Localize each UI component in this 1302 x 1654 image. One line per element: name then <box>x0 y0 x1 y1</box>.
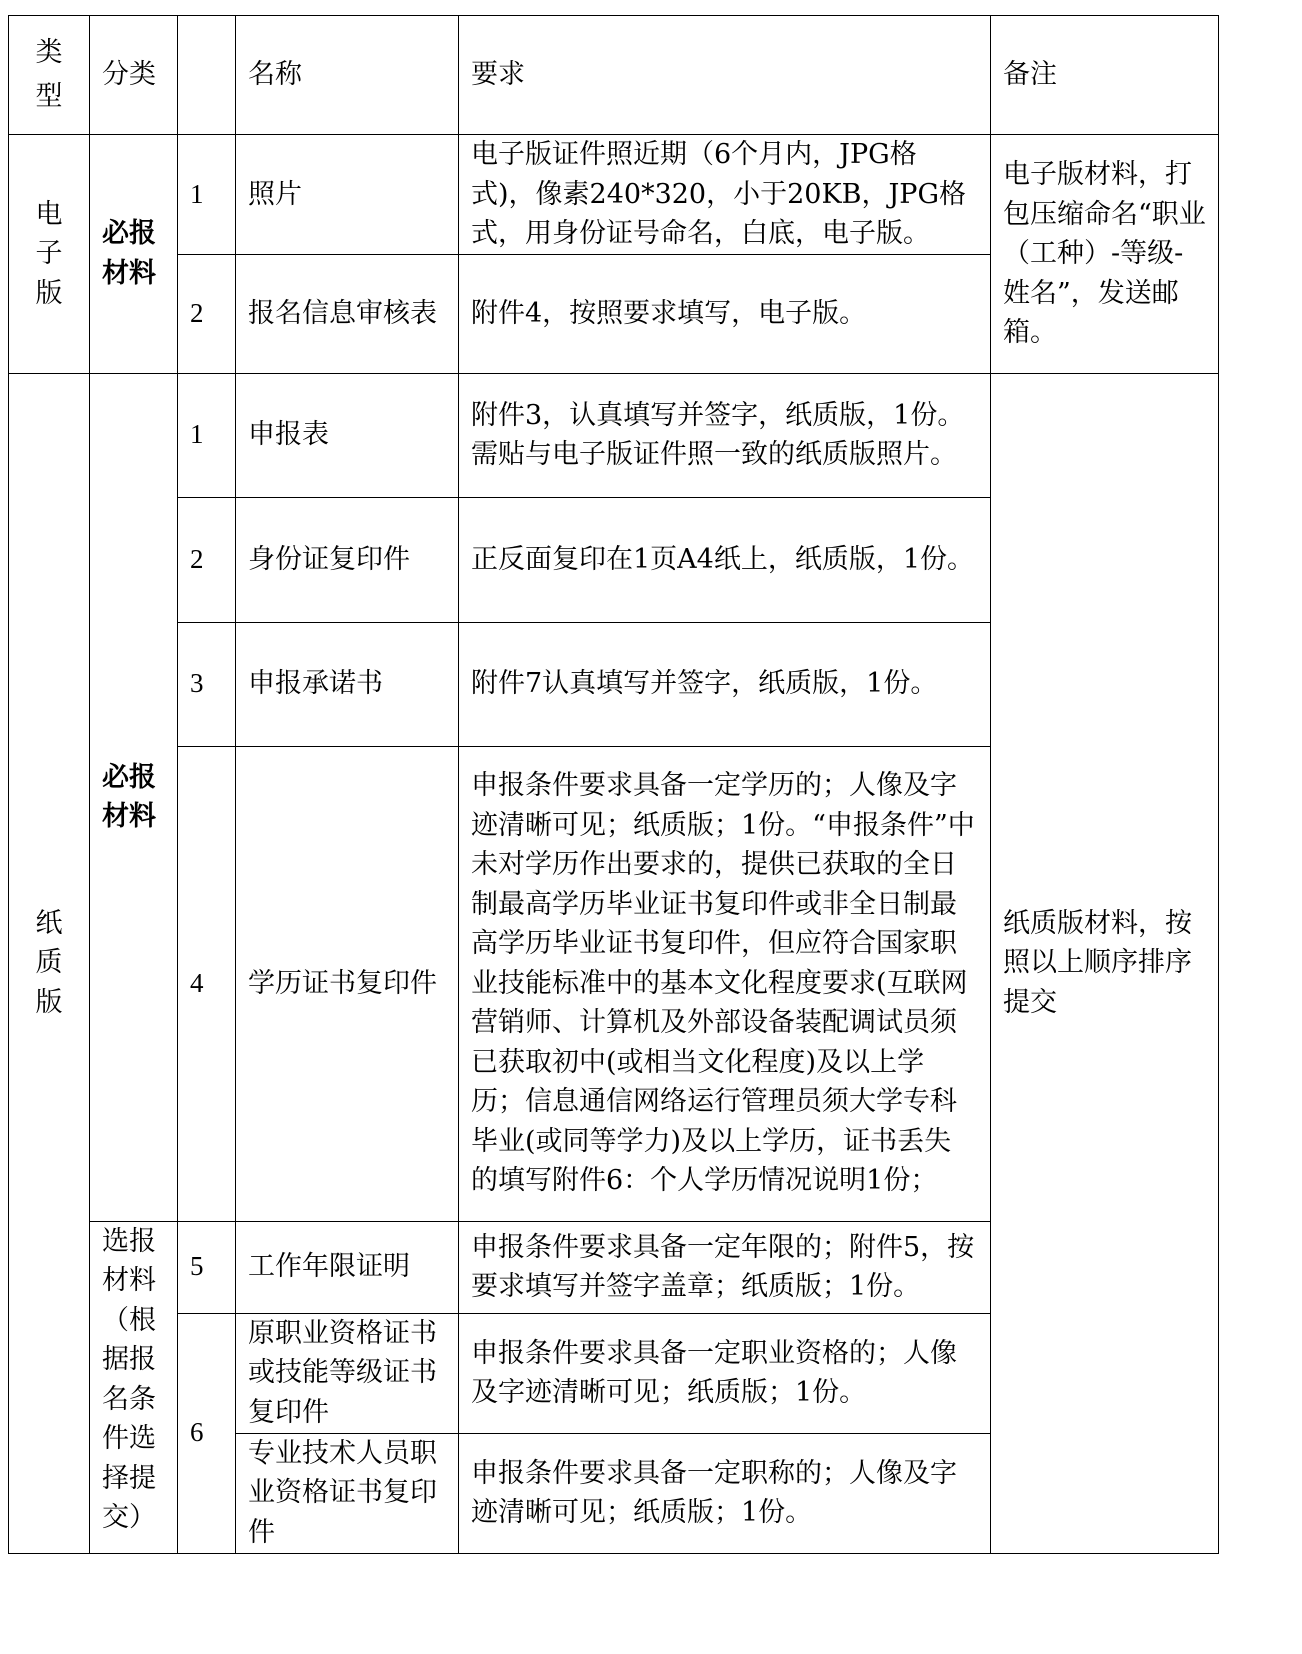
note-cell-electronic: 电子版材料，打包压缩命名“职业（工种）-等级-姓名”，发送邮箱。 <box>991 135 1219 374</box>
item-requirement: 申报条件要求具备一定年限的；附件5，按要求填写并签字盖章；纸质版；1份。 <box>459 1221 991 1313</box>
table-row <box>9 135 1219 255</box>
header-category: 分类 <box>90 16 178 135</box>
item-name: 照片 <box>236 135 459 255</box>
table-row <box>9 373 1219 497</box>
row-number: 1 <box>178 135 236 255</box>
item-name: 工作年限证明 <box>236 1221 459 1313</box>
header-note: 备注 <box>991 16 1219 135</box>
item-requirement: 申报条件要求具备一定职业资格的；人像及字迹清晰可见；纸质版；1份。 <box>459 1313 991 1433</box>
item-requirement: 申报条件要求具备一定职称的；人像及字迹清晰可见；纸质版；1份。 <box>459 1433 991 1553</box>
category-cell-required: 必报材料 <box>90 135 178 374</box>
item-requirement: 附件3，认真填写并签字，纸质版，1份。需贴与电子版证件照一致的纸质版照片。 <box>459 373 991 497</box>
materials-table <box>8 15 1219 1554</box>
item-name: 专业技术人员职业资格证书复印件 <box>236 1433 459 1553</box>
note-cell-paper: 纸质版材料，按照以上顺序排序提交 <box>991 373 1219 1553</box>
header-type: 类型 <box>9 16 90 135</box>
header-requirement: 要求 <box>459 16 991 135</box>
row-number: 2 <box>178 497 236 622</box>
row-number: 4 <box>178 746 236 1221</box>
item-name: 申报承诺书 <box>236 622 459 746</box>
category-cell-optional: 选报材料（根据报名条件选择提交） <box>90 1221 178 1553</box>
category-cell-required: 必报材料 <box>90 373 178 1221</box>
row-number: 2 <box>178 254 236 373</box>
item-requirement: 附件4，按照要求填写，电子版。 <box>459 254 991 373</box>
item-name: 原职业资格证书或技能等级证书复印件 <box>236 1313 459 1433</box>
item-requirement: 正反面复印在1页A4纸上，纸质版，1份。 <box>459 497 991 622</box>
row-number: 5 <box>178 1221 236 1313</box>
item-name: 报名信息审核表 <box>236 254 459 373</box>
item-name: 申报表 <box>236 373 459 497</box>
item-requirement: 电子版证件照近期（6个月内，JPG格式)，像素240*320，小于20KB，JPG格式，用身份证号命名，白底，电子版。 <box>459 135 991 255</box>
row-number: 3 <box>178 622 236 746</box>
type-cell-electronic: 电子版 <box>9 135 90 374</box>
type-cell-paper: 纸质版 <box>9 373 90 1553</box>
header-number <box>178 16 236 135</box>
item-requirement: 附件7认真填写并签字，纸质版，1份。 <box>459 622 991 746</box>
row-number: 6 <box>178 1313 236 1553</box>
row-number: 1 <box>178 373 236 497</box>
header-name: 名称 <box>236 16 459 135</box>
item-name: 学历证书复印件 <box>236 746 459 1221</box>
item-requirement: 申报条件要求具备一定学历的；人像及字迹清晰可见；纸质版；1份。“申报条件”中未对学历作出要求的，提供已获取的全日制最高学历毕业证书复印件或非全日制最高学历毕业证书复印件，但应符合国家职业技能标准中的基本文化程度要求(互联网营销师、计算机及外部设备装配调试员须已获取初中(或相当文化程度)及以上学历；信息通信网络运行管理员须大学专科毕业(或同等学力)及以上学历，证书丢失的填写附件6：个人学历情况说明1份； <box>459 746 991 1221</box>
header-row <box>9 16 1219 135</box>
item-name: 身份证复印件 <box>236 497 459 622</box>
